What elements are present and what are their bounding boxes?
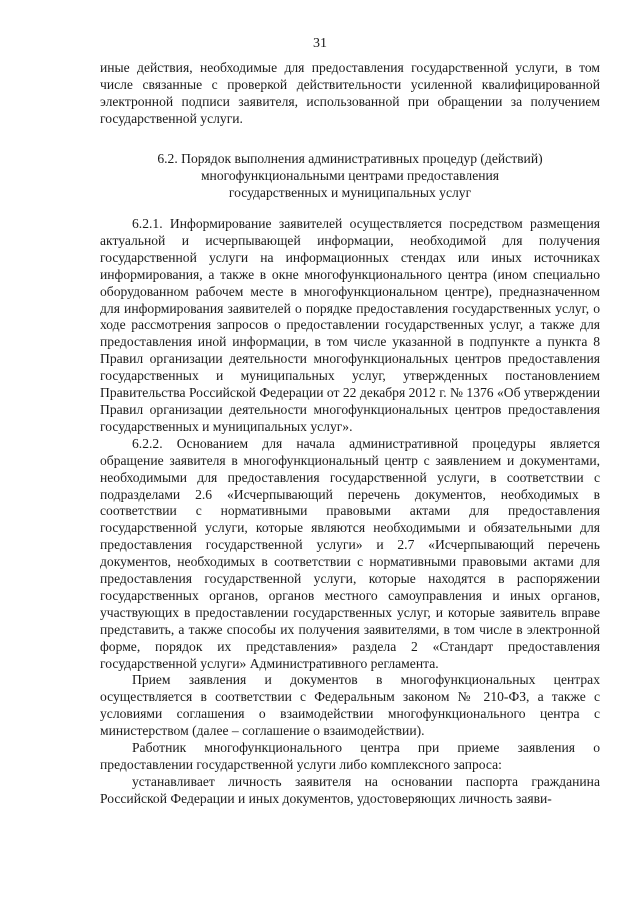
paragraph: Работник многофункционального центра при приеме заявления о предоставлении государственной услуги либо комплексного запроса: <box>100 740 600 772</box>
intro-paragraph: иные действия, необходимые для предоставления государственной услуги, в том числе связанные с проверкой действительности усиленной квалифицированной электронной подписи заявителя, использованной при обращении за получением государственной услуги. <box>100 60 600 126</box>
paragraph: устанавливает личность заявителя на основании паспорта гражданина Российской Федерации и иных документов, удостоверяющих личность заяви- <box>100 773 600 806</box>
section-heading-line: государственных и муниципальных услуг <box>228 185 472 200</box>
paragraph: Прием заявления и документов в многофункциональных центрах осуществляется в соответствии с Федеральным законом № 210-ФЗ, а также с условиями соглашения о взаимодействии многофункционального центра с министерством (далее – соглашение о взаимодействии). <box>100 672 600 739</box>
section-heading-line: многофункциональными центрами предоставления <box>200 168 500 183</box>
paragraph: 6.2.2. Основанием для начала административной процедуры является обращение заявителя в многофункциональный центр с заявлением и документами, необходимыми для предоставления государственной услуги, в соответствии с подразделами 2.6 «Исчерпывающий перечень документов, необходимых в соответствии с нормативными правовыми актами для предоставления государственной услуги, которые являются необходимыми и обязательными для предоставления государственной услуги» и 2.7 «Исчерпывающий перечень документов, необходимых в соответствии с нормативными правовыми актами для предоставления государственной услуги, которые находятся в распоряжении государственных органов, органов местного самоуправления и иных органов, участвующих в предоставлении государственных услуг, и которые заявитель вправе представить, а также способы их получения заявителями, в том числе в электронной форме, порядок их представления» раздела 2 «Стандарт предоставления государственной услуги» Административного регламента. <box>100 435 600 671</box>
section-heading-line: 6.2. Порядок выполнения административных процедур (действий) <box>157 151 543 166</box>
section-body <box>100 216 600 808</box>
paragraph: 6.2.1. Информирование заявителей осуществляется посредством размещения актуальной и исчерпывающей информации, необходимой для получения государственной услуги на информационных стендах или иных источниках информирования, а также в окне многофункционального центра (ином специально оборудованном рабочем месте в многофункциональном центре), предназначенном для информирования заявителей о порядке предоставления государственных услуг, о ходе рассмотрения запросов о предоставлении государственных услуг, а также для предоставления иной информации, в том числе указанной в подпункте а пункта 8 Правил организации деятельности многофункциональных центров предоставления государственных и муниципальных услуг, утвержденных постановлением Правительства Российской Федерации от 22 декабря 2012 г. № 1376 «Об утверждении Правил организации деятельности многофункциональных центров предоставления государственных и муниципальных услуг». <box>100 216 601 434</box>
page-number: 31 <box>313 36 327 51</box>
section-heading <box>100 150 600 201</box>
